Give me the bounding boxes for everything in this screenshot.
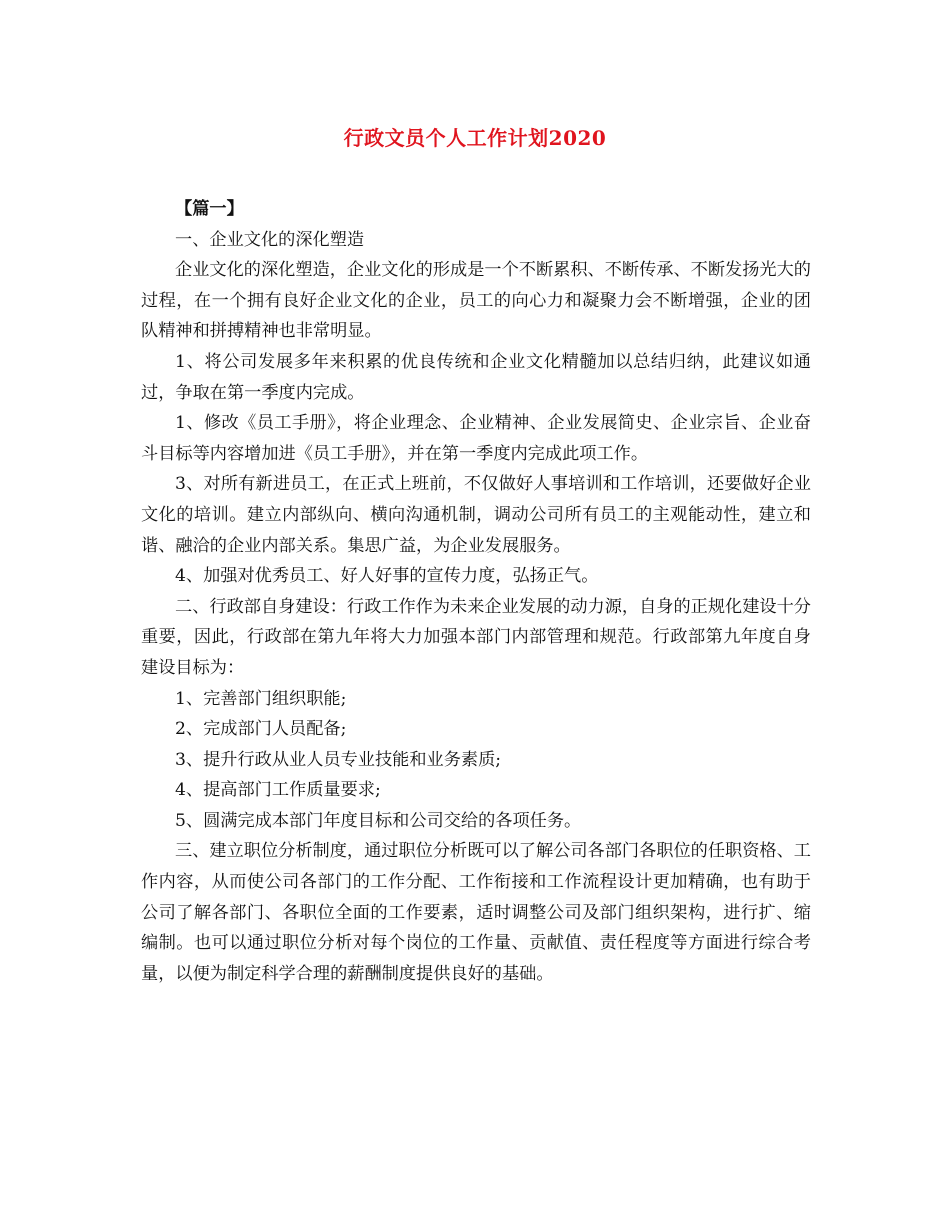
document-body bbox=[141, 194, 811, 989]
paragraph-admin-building: 二、行政部自身建设：行政工作作为未来企业发展的动力源，自身的正规化建设十分重要，因此，行政部在第九年将大力加强本部门内部管理和规范。行政部第九年度自身建设目标为： bbox=[141, 596, 811, 678]
document-title: 行政文员个人工作计划2020 bbox=[343, 126, 607, 150]
list-item-goal-4: 4、提高部门工作质量要求; bbox=[175, 780, 381, 801]
paragraph-culture-item-handbook: 1、修改《员工手册》，将企业理念、企业精神、企业发展简史、企业宗旨、企业奋斗目标等内容增加进《员工手册》，并在第一季度内完成此项工作。 bbox=[141, 413, 811, 464]
section-heading-part-one: 【篇一】 bbox=[175, 199, 244, 219]
paragraph-culture-item-1: 1、将公司发展多年来积累的优良传统和企业文化精髓加以总结归纳，此建议如通过，争取在第一季度内完成。 bbox=[141, 351, 811, 403]
list-item-goal-2: 2、完成部门人员配备; bbox=[175, 719, 347, 740]
paragraph-culture-intro: 企业文化的深化塑造，企业文化的形成是一个不断累积、不断传承、不断发扬光大的过程，在一个拥有良好企业文化的企业，员工的向心力和凝聚力会不断增强，企业的团队精神和拼搏精神也非常明显。 bbox=[141, 260, 811, 342]
list-item-goal-3: 3、提升行政从业人员专业技能和业务素质; bbox=[175, 749, 502, 770]
section-heading-culture: 一、企业文化的深化塑造 bbox=[175, 229, 365, 250]
list-item-goal-5: 5、圆满完成本部门年度目标和公司交给的各项任务。 bbox=[175, 810, 582, 831]
list-item-goal-1: 1、完善部门组织职能; bbox=[175, 688, 347, 709]
paragraph-job-analysis: 三、建立职位分析制度，通过职位分析既可以了解公司各部门各职位的任职资格、工作内容，从而使公司各部门的工作分配、工作衔接和工作流程设计更加精确，也有助于公司了解各部门、各职位全面的工作要素，适时调整公司及部门组织架构，进行扩、缩编制。也可以通过职位分析对每个岗位的工作量、贡献值、责任程度等方面进行综合考量，以便为制定科学合理的薪酬制度提供良好的基础。 bbox=[141, 841, 811, 984]
paragraph-culture-item-4: 4、加强对优秀员工、好人好事的宣传力度，弘扬正气。 bbox=[175, 566, 599, 587]
paragraph-culture-item-3: 3、对所有新进员工，在正式上班前，不仅做好人事培训和工作培训，还要做好企业文化的培训。建立内部纵向、横向沟通机制，调动公司所有员工的主观能动性，建立和谐、融洽的企业内部关系。集思广益，为企业发展服务。 bbox=[141, 474, 811, 556]
